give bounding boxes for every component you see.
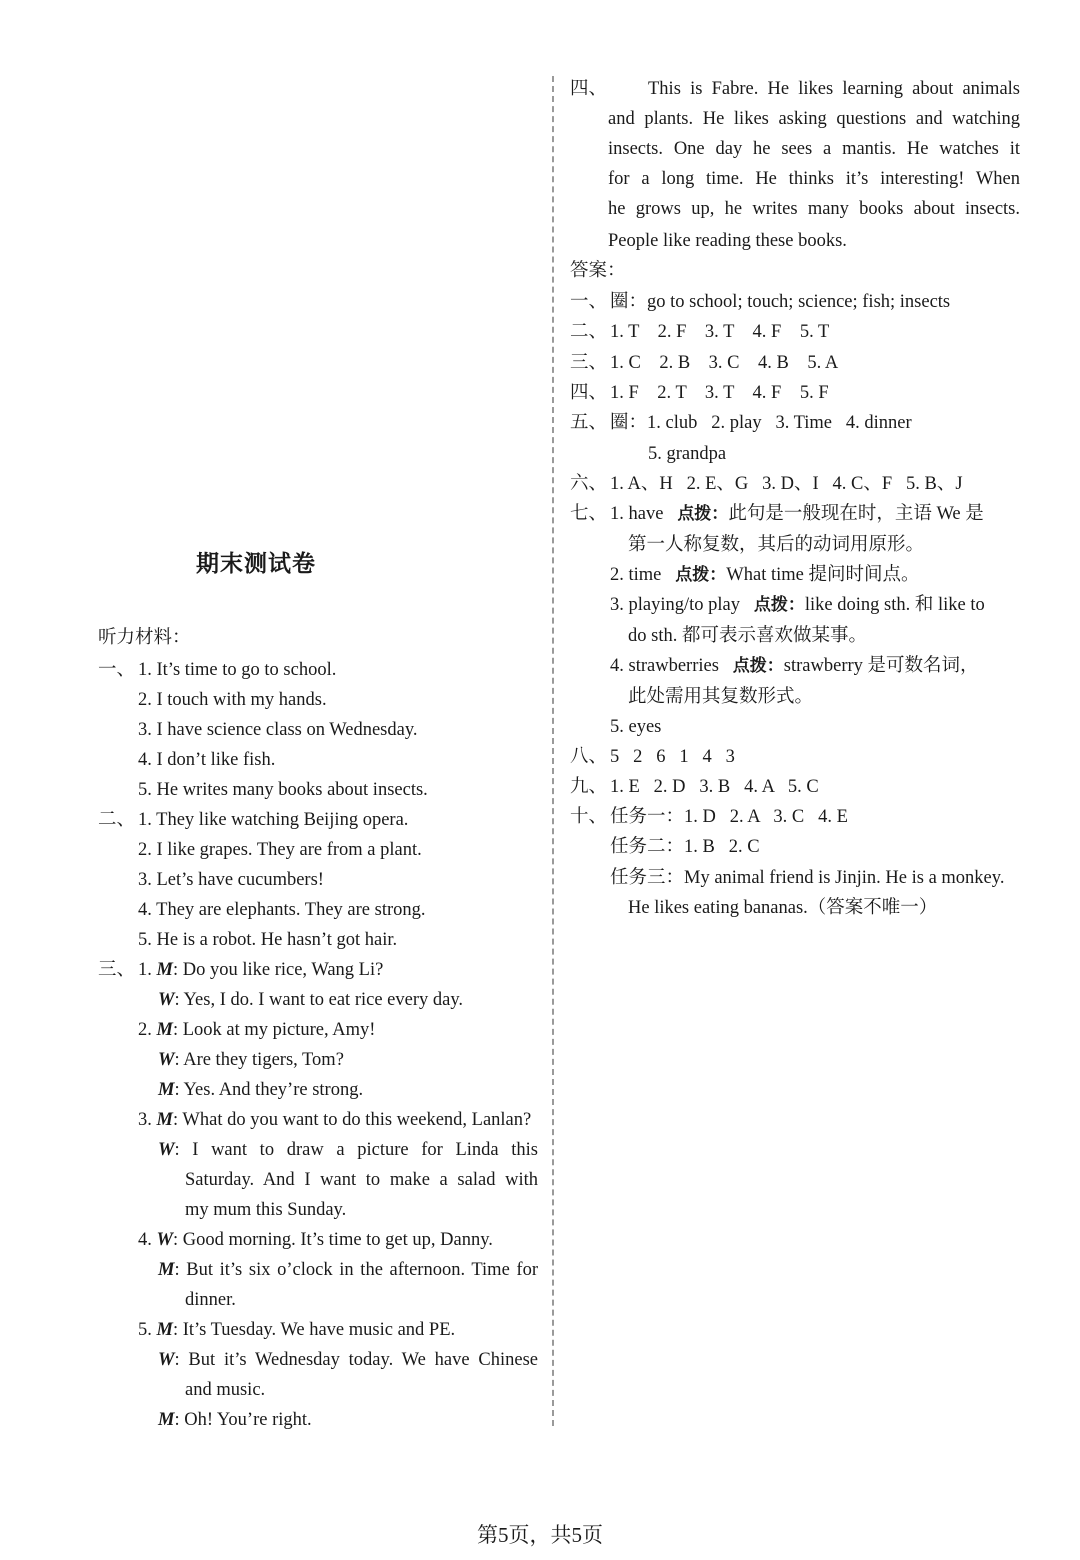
answer-10-task-3: 任务三：My animal friend is Jinjin. He is a monkey.	[610, 868, 1005, 888]
answer-8: 5 2 6 1 4 3	[610, 747, 735, 767]
passage-line: he grows up, he writes many books about insects.	[608, 199, 1020, 219]
answer-10-task-2: 任务二：1. B 2. C	[610, 837, 760, 857]
answer-9: 1. E 2. D 3. B 4. A 5. C	[610, 777, 819, 797]
answer-10-task-1: 任务一：1. D 2. A 3. C 4. E	[610, 807, 848, 827]
listening-part-3-number: 三、	[98, 960, 136, 980]
answer-7-item: 3. playing/to play 点拨：like doing sth. 和 like to	[610, 595, 985, 615]
dialogue-line: 3. M: What do you want to do this weekend, Lanlan?	[138, 1110, 532, 1130]
dialogue-line-continued: dinner.	[185, 1290, 236, 1310]
answer-7-number: 七、	[570, 504, 608, 524]
passage-line: People like reading these books.	[608, 231, 847, 251]
answer-2-number: 二、	[570, 322, 608, 342]
listening-p1-item: 1. It’s time to go to school.	[138, 660, 337, 680]
passage-line: insects. One day he sees a mantis. He watches it	[608, 139, 1020, 159]
answer-7-note: 第一人称复数，其后的动词用原形。	[628, 535, 925, 555]
dialogue-line-continued: my mum this Sunday.	[185, 1200, 347, 1220]
listening-p1-item: 4. I don’t like fish.	[138, 750, 276, 770]
passage-line: and plants. He likes asking questions and watching	[608, 109, 1020, 129]
column-divider	[552, 76, 554, 1426]
listening-heading: 听力材料：	[98, 628, 191, 648]
answer-1: 圈：go to school; touch; science; fish; insects	[610, 292, 951, 312]
dialogue-line: W: But it’s Wednesday today. We have Chinese	[158, 1350, 538, 1370]
answer-9-number: 九、	[570, 777, 608, 797]
listening-p1-item: 3. I have science class on Wednesday.	[138, 720, 418, 740]
listening-p2-item: 1. They like watching Beijing opera.	[138, 810, 409, 830]
dialogue-line: 5. M: It’s Tuesday. We have music and PE.	[138, 1320, 456, 1340]
answer-7-item: 2. time 点拨：What time 提问时间点。	[610, 565, 920, 585]
answer-6: 1. A、H 2. E、G 3. D、I 4. C、F 5. B、J	[610, 474, 963, 494]
answer-7-item: 4. strawberries 点拨：strawberry 是可数名词，	[610, 656, 979, 676]
listening-part-1-number: 一、	[98, 660, 136, 680]
answer-8-number: 八、	[570, 747, 608, 767]
dialogue-line: M: But it’s six o’clock in the afternoon. Time for	[158, 1260, 538, 1280]
answer-4-number: 四、	[570, 383, 608, 403]
dialogue-line: 4. W: Good morning. It’s time to get up, Danny.	[138, 1230, 493, 1250]
dialogue-line: W: I want to draw a picture for Linda this	[158, 1140, 538, 1160]
listening-p2-item: 5. He is a robot. He hasn’t got hair.	[138, 930, 398, 950]
answer-7-note: do sth. 都可表示喜欢做某事。	[628, 626, 867, 646]
listening-p2-item: 2. I like grapes. They are from a plant.	[138, 840, 422, 860]
answer-10-number: 十、	[570, 807, 608, 827]
passage-line: This is Fabre. He likes learning about animals	[648, 79, 1020, 99]
answer-3: 1. C 2. B 3. C 4. B 5. A	[610, 353, 839, 373]
answer-7-item: 5. eyes	[610, 717, 662, 737]
answer-1-number: 一、	[570, 292, 608, 312]
page-footer: 第5页，共5页	[477, 1523, 603, 1547]
listening-p2-item: 3. Let’s have cucumbers!	[138, 870, 324, 890]
dialogue-line-continued: Saturday. And I want to make a salad with	[185, 1170, 538, 1190]
dialogue-line: M: Yes. And they’re strong.	[158, 1080, 364, 1100]
dialogue-line: W: Are they tigers, Tom?	[158, 1050, 344, 1070]
listening-p2-item: 4. They are elephants. They are strong.	[138, 900, 426, 920]
answer-7-item: 1. have 点拨：此句是一般现在时，主语 We 是	[610, 504, 984, 524]
listening-part-2-number: 二、	[98, 810, 136, 830]
answer-5: 圈：1. club 2. play 3. Time 4. dinner	[610, 413, 912, 433]
answer-5-number: 五、	[570, 413, 608, 433]
answer-7-note: 此处需用其复数形式。	[628, 687, 814, 707]
dialogue-line: W: Yes, I do. I want to eat rice every day.	[158, 990, 464, 1010]
dialogue-line: 2. M: Look at my picture, Amy!	[138, 1020, 376, 1040]
listening-p1-item: 2. I touch with my hands.	[138, 690, 327, 710]
dialogue-line: M: Oh! You’re right.	[158, 1410, 312, 1430]
answer-4: 1. F 2. T 3. T 4. F 5. F	[610, 383, 829, 403]
answer-5-continued: 5. grandpa	[648, 444, 727, 464]
dialogue-line: 1. M: Do you like rice, Wang Li?	[138, 960, 384, 980]
listening-p1-item: 5. He writes many books about insects.	[138, 780, 428, 800]
answer-2: 1. T 2. F 3. T 4. F 5. T	[610, 322, 830, 342]
section-title: 期末测试卷	[196, 551, 316, 577]
answer-3-number: 三、	[570, 353, 608, 373]
answer-10-task-3-continued: He likes eating bananas.（答案不唯一）	[628, 898, 938, 918]
passage-line: for a long time. He thinks it’s interesting! When	[608, 169, 1020, 189]
answer-6-number: 六、	[570, 474, 608, 494]
listening-part-4-number: 四、	[570, 79, 608, 99]
answers-heading: 答案：	[570, 261, 626, 281]
dialogue-line-continued: and music.	[185, 1380, 266, 1400]
